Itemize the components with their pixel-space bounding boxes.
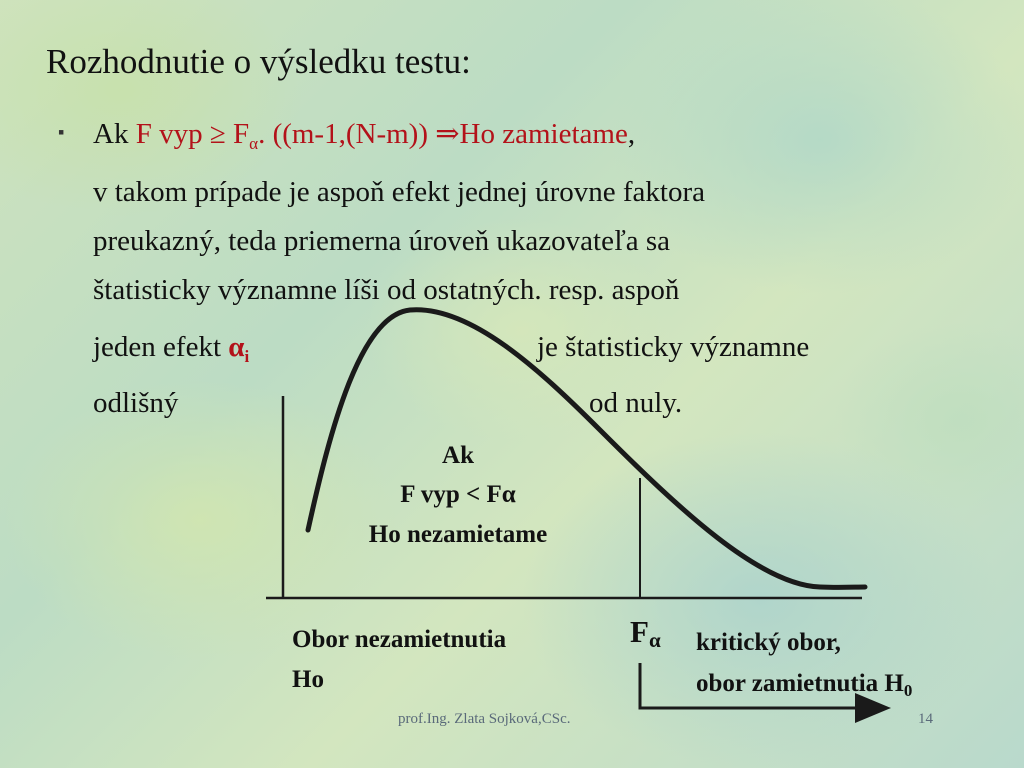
accept-label-line2: F vyp < Fα [400, 481, 516, 508]
paragraph-line-6-left: odlišný [93, 387, 179, 419]
paragraph-line-6-right: od nuly. [589, 387, 683, 419]
paragraph-line-3: preukazný, teda priemerna úroveň ukazovateľa sa [93, 225, 670, 257]
paragraph-line-5-right: je štatisticky významne [537, 331, 810, 363]
page-number: 14 [918, 711, 933, 727]
acceptance-region-label-2: Ho [292, 666, 324, 693]
footer-author: prof.Ing. Zlata Sojková,CSc. [398, 711, 571, 727]
accept-label-line3: Ho nezamietame [368, 521, 548, 548]
paragraph-line-2: v takom prípade je aspoň efekt jednej úrovne faktora [93, 176, 705, 208]
ak-text: Ak [93, 118, 136, 150]
critical-region-label-1: kritický obor, [696, 629, 841, 656]
f-vyp-condition: F vyp ≥ $F_\alpha$. ((m-1,(N-m)) ⇒Ho zamietame [135, 118, 628, 153]
paragraph-line-4: štatisticky významne líši od ostatných. resp. aspoň [93, 274, 680, 306]
critical-value-label: $F_\alpha$ [630, 614, 661, 652]
critical-region-label-2: obor zamietnutia $H_0$ [696, 670, 913, 700]
accept-label-line1: Ak [442, 442, 474, 469]
acceptance-region-label-1: Obor nezamietnutia [292, 626, 507, 653]
comma: , [627, 118, 636, 150]
bullet-icon: ▪ [58, 122, 65, 142]
paragraph-line-5-left: jeden efekt $\alpha_i$ [93, 331, 250, 366]
alpha-i-symbol: $\alpha_i$ [228, 331, 250, 366]
slide-title: Rozhodnutie o výsledku testu: [46, 42, 471, 81]
